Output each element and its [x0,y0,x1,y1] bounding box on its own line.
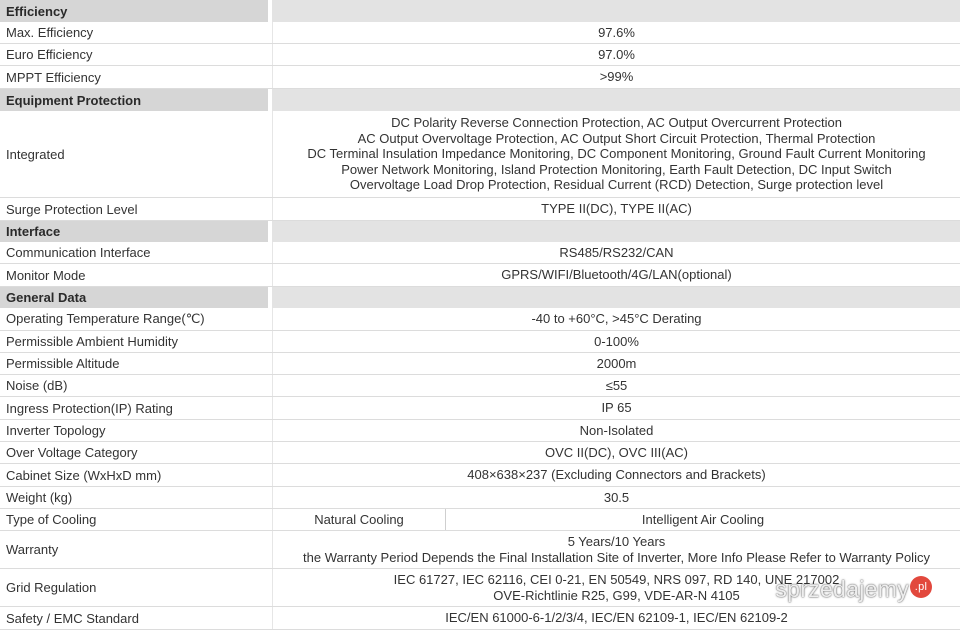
row-label: Max. Efficiency [0,22,272,43]
list-item: DC Polarity Reverse Connection Protection, AC Output Overcurrent Protection [391,115,842,131]
section-title: Equipment Protection [0,89,272,111]
table-row [0,331,960,353]
row-value: OVE-Richtlinie R25, G99, VDE-AR-N 4105 [493,587,740,603]
table-row [0,66,960,89]
section-title: Efficiency [0,0,272,22]
row-value: TYPE II(DC), TYPE II(AC) [272,198,960,220]
table-row [0,242,960,264]
table-row [0,375,960,397]
row-label: Safety / EMC Standard [0,607,272,629]
integrated-protection-list [307,115,925,193]
row-value: RS485/RS232/CAN [272,242,960,263]
row-value: Intelligent Air Cooling [641,512,765,527]
list-item: DC Terminal Insulation Impedance Monitoring, DC Component Monitoring, Ground Fault Current Monitoring [307,146,926,162]
table-row [0,420,960,442]
table-row [0,22,960,44]
row-value: 30.5 [272,487,960,508]
table-row [0,111,960,198]
section-interface [0,221,960,242]
list-item: AC Output Overvoltage Protection, AC Output Short Circuit Protection, Thermal Protection [357,130,876,146]
row-value: 97.0% [272,44,960,65]
row-label: Ingress Protection(IP) Rating [0,397,272,419]
table-row [0,531,960,569]
table-row [0,509,960,531]
section-title: General Data [0,287,272,308]
row-label: Permissible Ambient Humidity [0,331,272,352]
row-value: GPRS/WIFI/Bluetooth/4G/LAN(optional) [272,264,960,286]
section-equipment-protection [0,89,960,111]
row-label: Over Voltage Category [0,442,272,463]
row-value: IP 65 [272,397,960,419]
table-row [0,308,960,331]
table-row [0,397,960,420]
row-value: 5 Years/10 Years [567,534,666,549]
row-value: ≤55 [272,375,960,396]
row-label: Noise (dB) [0,375,272,396]
table-row [0,353,960,375]
section-efficiency [0,0,960,22]
row-value: Non-Isolated [272,420,960,441]
watermark-logo [775,576,932,603]
table-row [0,264,960,287]
watermark-badge: .pl [910,576,932,598]
list-item: Overvoltage Load Drop Protection, Residual Current (RCD) Detection, Surge protection level [349,177,884,193]
watermark-text: sprzedajemy [775,576,909,602]
row-label: Warranty [0,531,272,568]
row-value: OVC II(DC), OVC III(AC) [272,442,960,463]
table-row [0,487,960,509]
section-general-data [0,287,960,308]
row-value: >99% [272,66,960,88]
row-label: Inverter Topology [0,420,272,441]
row-value: IEC/EN 61000-6-1/2/3/4, IEC/EN 62109-1, IEC/EN 62109-2 [272,607,960,629]
row-label: Type of Cooling [0,509,272,530]
row-label: Cabinet Size (WxHxD mm) [0,464,272,486]
row-label: Weight (kg) [0,487,272,508]
row-value: 408×638×237 (Excluding Connectors and Brackets) [272,464,960,486]
row-value: the Warranty Period Depends the Final Installation Site of Inverter, More Info Please Refer to Warranty Policy [303,549,930,565]
table-row [0,607,960,630]
row-label: Grid Regulation [0,569,272,606]
row-label: Integrated [0,111,272,197]
section-title: Interface [0,221,272,242]
row-label: Permissible Altitude [0,353,272,374]
row-value: 2000m [272,353,960,374]
table-row [0,442,960,464]
table-row [0,44,960,66]
row-value: Natural Cooling [272,509,446,530]
table-row [0,198,960,221]
row-label: Euro Efficiency [0,44,272,65]
row-label: Operating Temperature Range(℃) [0,308,272,330]
row-label: Monitor Mode [0,264,272,286]
row-label: Surge Protection Level [0,198,272,220]
row-value: 0-100% [272,331,960,352]
row-label: MPPT Efficiency [0,66,272,88]
row-value: 97.6% [272,22,960,43]
list-item: Power Network Monitoring, Island Protection Monitoring, Earth Fault Detection, DC Input Switch [341,161,892,177]
table-row [0,464,960,487]
row-value: IEC 61727, IEC 62116, CEI 0-21, EN 50549, NRS 097, RD 140, UNE 217002 [393,572,840,587]
row-value: -40 to +60°C, >45°C Derating [272,308,960,330]
row-label: Communication Interface [0,242,272,263]
